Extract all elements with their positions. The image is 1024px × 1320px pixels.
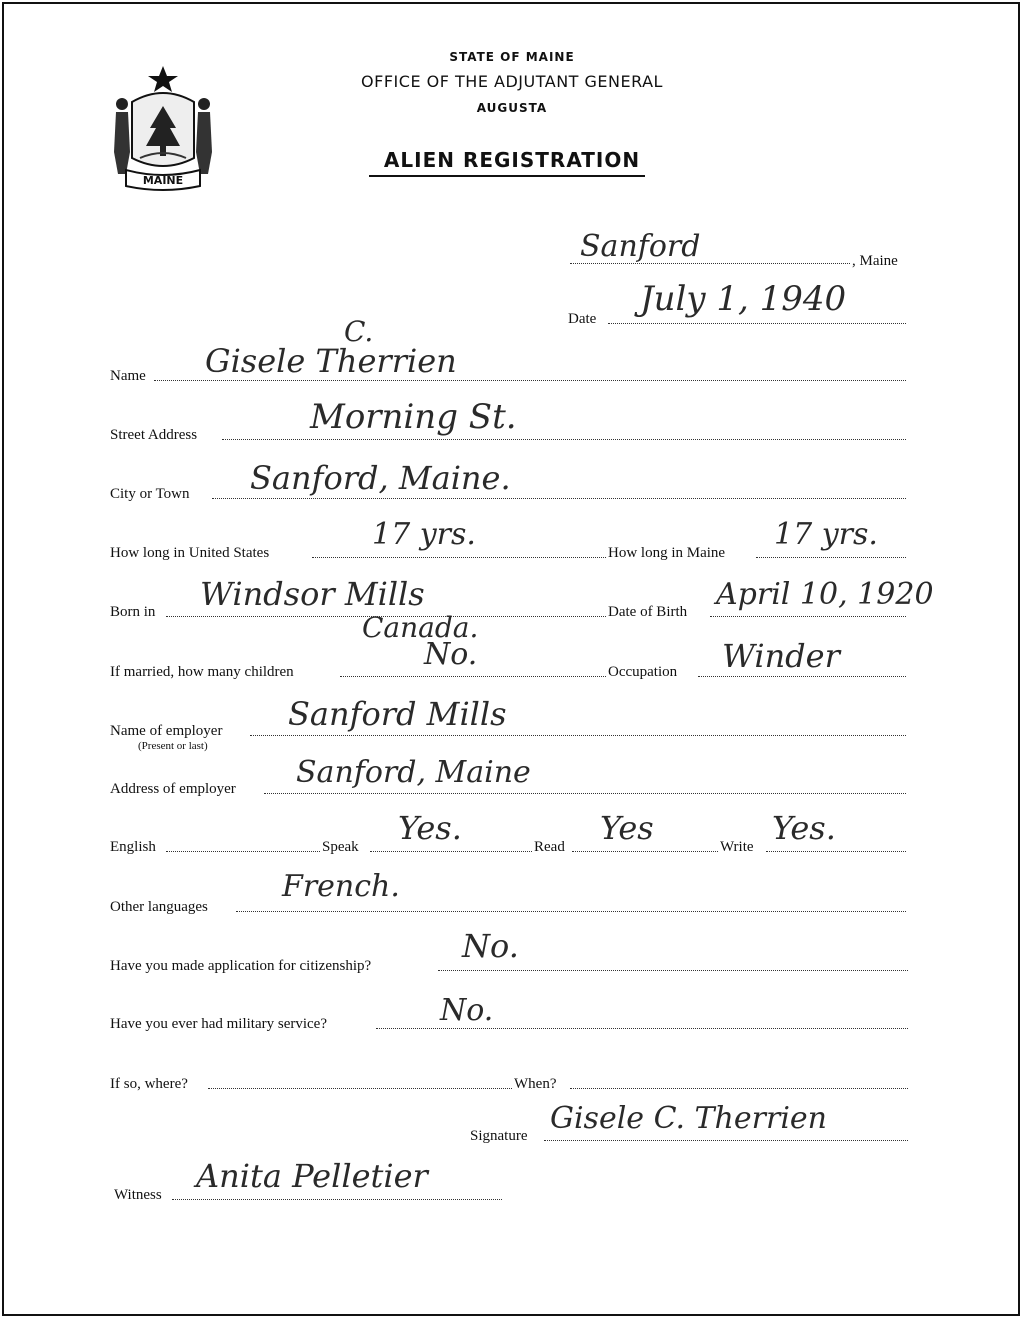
- citizenship-entry: No.: [462, 927, 519, 965]
- write-entry: Yes.: [772, 809, 836, 847]
- signature-label: Signature: [470, 1128, 528, 1144]
- military-service-entry: No.: [440, 993, 494, 1028]
- speak-label: Speak: [322, 839, 359, 855]
- other-languages-label: Other languages: [110, 899, 208, 915]
- date-of-birth-entry: April 10, 1920: [716, 577, 934, 612]
- how-long-us-field-line: [312, 557, 606, 558]
- witness-label: Witness: [114, 1187, 162, 1203]
- street-address-field-line: [222, 439, 906, 440]
- signature-field-line: [544, 1140, 908, 1141]
- when-field-line: [570, 1088, 908, 1089]
- children-field-line: [340, 676, 606, 677]
- military-service-label: Have you ever had military service?: [110, 1016, 327, 1032]
- header-office: OFFICE OF THE ADJUTANT GENERAL: [361, 72, 663, 91]
- if-so-where-label: If so, where?: [110, 1076, 188, 1092]
- occupation-label: Occupation: [608, 664, 678, 680]
- read-entry: Yes: [600, 809, 654, 847]
- date-of-birth-field-line: [710, 616, 906, 617]
- employer-address-field-line: [264, 793, 906, 794]
- born-in-entry: Windsor Mills: [200, 575, 425, 613]
- how-long-maine-label: How long in Maine: [608, 545, 726, 561]
- header-state: STATE OF MAINE: [449, 50, 575, 64]
- header-city: AUGUSTA: [476, 101, 548, 115]
- employer-label: Name of employer: [110, 723, 223, 739]
- date-label: Date: [568, 311, 597, 327]
- employer-entry: Sanford Mills: [288, 695, 507, 733]
- read-label: Read: [534, 839, 565, 855]
- witness-field-line: [172, 1199, 502, 1200]
- children-entry: No.: [424, 637, 478, 672]
- born-in-country-entry: Canada.: [362, 611, 479, 644]
- name-entry: Gisele Therrien: [205, 342, 457, 380]
- read-field-line: [572, 851, 718, 852]
- speak-field-line: [370, 851, 532, 852]
- other-languages-field-line: [236, 911, 906, 912]
- employer-field-line: [250, 735, 906, 736]
- occupation-entry: Winder: [722, 637, 840, 675]
- english-field-line: [166, 851, 320, 852]
- when-label: When?: [514, 1076, 557, 1092]
- born-in-label: Born in: [110, 604, 156, 620]
- signature-entry: Gisele C. Therrien: [550, 1101, 827, 1136]
- if-so-where-field-line: [208, 1088, 512, 1089]
- how-long-us-entry: 17 yrs.: [372, 517, 476, 552]
- how-long-maine-field-line: [756, 557, 906, 558]
- street-address-entry: Morning St.: [310, 397, 517, 437]
- other-languages-entry: French.: [282, 869, 400, 904]
- form-title: ALIEN REGISTRATION: [383, 148, 641, 172]
- children-label: If married, how many children: [110, 664, 294, 680]
- employer-address-entry: Sanford, Maine: [296, 755, 531, 790]
- town-entry: Sanford: [580, 229, 701, 264]
- city-label: City or Town: [110, 486, 190, 502]
- street-address-label: Street Address: [110, 427, 198, 443]
- citizenship-label: Have you made application for citizenship?: [110, 958, 372, 974]
- seal-banner-text: MAINE: [142, 174, 184, 187]
- write-field-line: [766, 851, 906, 852]
- employer-sublabel: (Present or last): [138, 740, 208, 752]
- occupation-field-line: [698, 676, 906, 677]
- name-field-line: [154, 380, 906, 381]
- speak-entry: Yes.: [398, 809, 462, 847]
- date-field-line: [608, 323, 906, 324]
- how-long-us-label: How long in United States: [110, 545, 270, 561]
- date-entry: July 1, 1940: [640, 279, 847, 319]
- write-label: Write: [720, 839, 754, 855]
- english-label: English: [110, 839, 156, 855]
- name-label: Name: [110, 368, 146, 384]
- date-of-birth-label: Date of Birth: [608, 604, 688, 620]
- witness-entry: Anita Pelletier: [196, 1157, 428, 1195]
- city-entry: Sanford, Maine.: [250, 459, 511, 497]
- title-underline: [369, 175, 645, 177]
- maine-label: , Maine: [852, 253, 898, 269]
- page-border: [2, 2, 1020, 1316]
- citizenship-field-line: [438, 970, 908, 971]
- military-service-field-line: [376, 1028, 908, 1029]
- middle-initial-entry: C.: [344, 315, 374, 348]
- city-field-line: [212, 498, 906, 499]
- employer-address-label: Address of employer: [110, 781, 236, 797]
- how-long-maine-entry: 17 yrs.: [774, 517, 878, 552]
